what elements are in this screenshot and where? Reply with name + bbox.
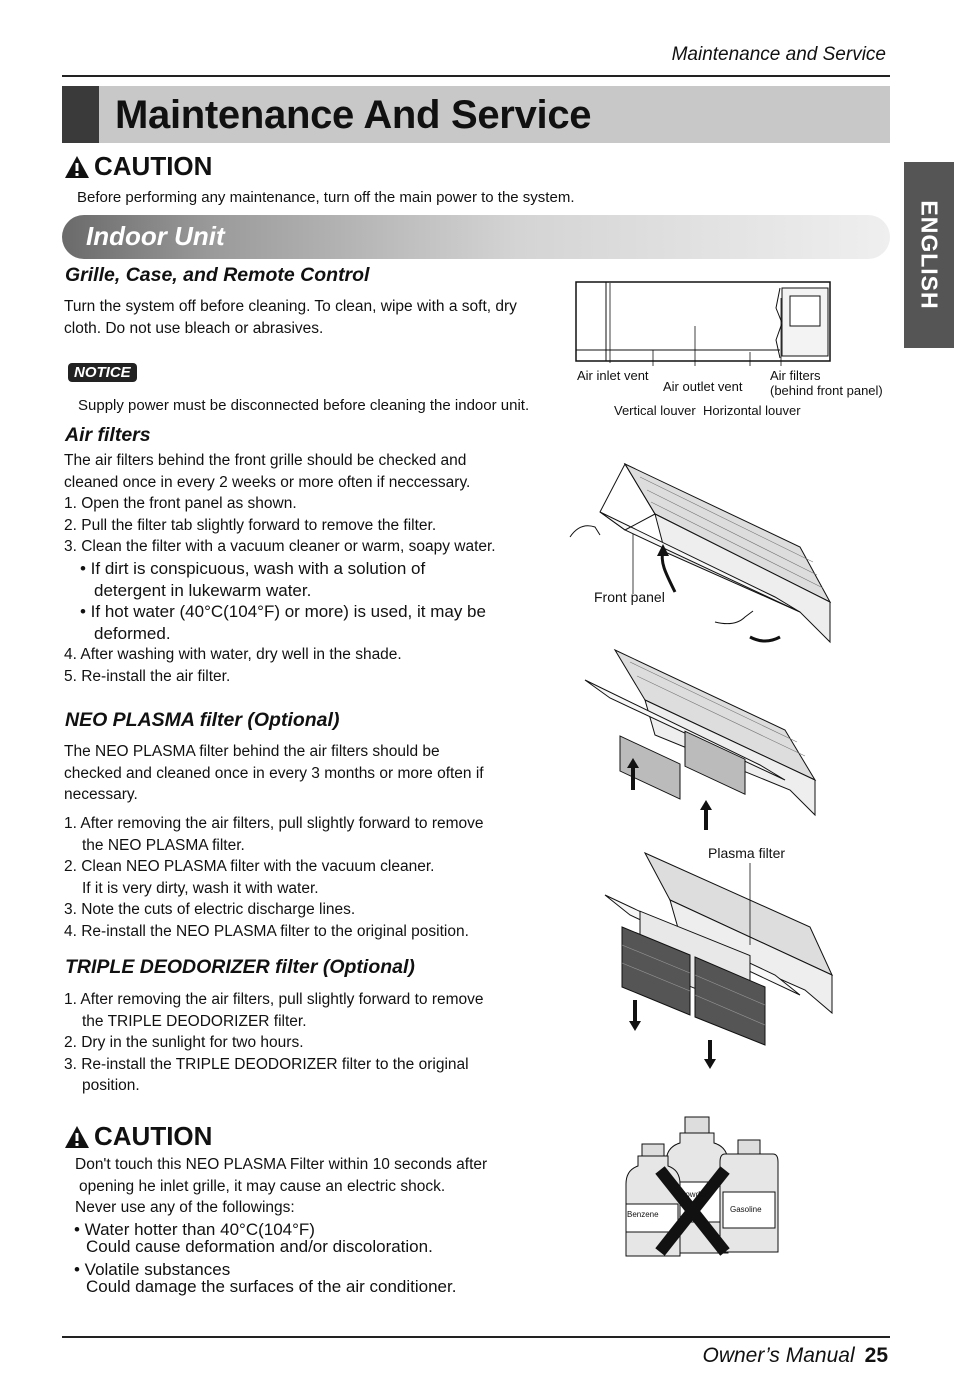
list-item: checked and cleaned once in every 3 months or more often if <box>64 764 484 782</box>
air-filters-list <box>64 450 496 558</box>
list-item: cleaned once in every 2 weeks or more often if neccessary. <box>64 473 471 491</box>
bottle-label-gasoline: Gasoline <box>730 1205 762 1214</box>
caution2-bullet-2 <box>74 1261 456 1295</box>
bottom-rule <box>62 1336 890 1338</box>
section-header <box>62 215 890 259</box>
list-item: • If hot water (40°C(104°F) or more) is used, it may be <box>80 602 486 621</box>
label-air-inlet: Air inlet vent <box>577 368 649 383</box>
bullet-head: • Volatile substances <box>74 1260 231 1279</box>
label-air-outlet: Air outlet vent <box>663 379 743 394</box>
list-item: 2. Pull the filter tab slightly forward to remove the filter. <box>64 516 437 534</box>
bottle-label-benzene: Benzene <box>627 1210 659 1219</box>
language-tab-label: ENGLISH <box>916 200 943 310</box>
air-filters-bullets <box>80 558 486 644</box>
front-panel-diagram <box>565 452 840 652</box>
grille-heading: Grille, Case, and Remote Control <box>65 264 370 286</box>
label-air-filters: Air filters <box>770 368 821 383</box>
page-title: Maintenance And Service <box>115 93 592 137</box>
air-filters-heading: Air filters <box>65 424 151 446</box>
list-item: the NEO PLASMA filter. <box>82 836 245 854</box>
caution-heading-text: CAUTION <box>94 151 213 181</box>
label-horizontal-louver: Horizontal louver <box>703 403 801 418</box>
list-item: 3. Clean the filter with a vacuum cleaner or warm, soapy water. <box>64 538 496 555</box>
running-head: Maintenance and Service <box>671 44 886 65</box>
warning-icon <box>64 155 90 179</box>
list-item: the TRIPLE DEODORIZER filter. <box>82 1012 307 1030</box>
caution2-bullet-1 <box>74 1221 433 1255</box>
label-air-filters-sub: (behind front panel) <box>770 383 883 398</box>
caution2-lines <box>75 1154 487 1219</box>
language-tab <box>904 162 954 348</box>
list-item: deformed. <box>94 623 171 643</box>
neo-plasma-steps <box>64 813 484 942</box>
list-item: opening he inlet grille, it may cause an electric shock. <box>79 1177 446 1195</box>
caution-heading-2 <box>64 1121 212 1152</box>
grille-line: Turn the system off before cleaning. To clean, wipe with a soft, dry <box>64 298 517 315</box>
title-accent-block <box>62 86 99 143</box>
list-item: 4. Re-install the NEO PLASMA filter to the original position. <box>64 922 469 940</box>
list-item: Never use any of the followings: <box>75 1199 295 1216</box>
warning-icon <box>64 1125 90 1149</box>
bullet-sub: Could cause deformation and/or discoloration. <box>86 1237 433 1256</box>
triple-steps <box>64 989 484 1097</box>
list-item: detergent in lukewarm water. <box>94 580 312 600</box>
list-item: position. <box>82 1077 140 1094</box>
list-item: The NEO PLASMA filter behind the air filters should be <box>64 743 440 760</box>
list-item: 1. After removing the air filters, pull slightly forward to remove <box>64 991 484 1008</box>
caution-heading-text: CAUTION <box>94 1121 213 1151</box>
top-rule <box>62 75 890 77</box>
list-item: 4. After washing with water, dry well in the shade. <box>64 646 402 663</box>
list-item: 1. After removing the air filters, pull slightly forward to remove <box>64 815 484 832</box>
caution-heading <box>64 151 212 182</box>
bullet-sub: Could damage the surfaces of the air conditioner. <box>86 1277 457 1296</box>
label-front-panel: Front panel <box>594 589 665 605</box>
notice-badge: NOTICE <box>68 363 137 382</box>
list-item: If it is very dirty, wash it with water. <box>82 879 319 897</box>
label-plasma-filter: Plasma filter <box>708 845 786 861</box>
footer <box>703 1344 889 1368</box>
bullet-head: • Water hotter than 40°C(104°F) <box>74 1220 315 1239</box>
plasma-removal-diagram <box>575 640 845 835</box>
list-item: 3. Re-install the TRIPLE DEODORIZER filter to the original <box>64 1055 469 1073</box>
page-number: 25 <box>864 1344 888 1367</box>
triple-heading: TRIPLE DEODORIZER filter (Optional) <box>65 956 415 978</box>
section-title: Indoor Unit <box>86 221 225 251</box>
caution-text: Before performing any maintenance, turn off the main power to the system. <box>77 189 575 206</box>
list-item: necessary. <box>64 786 138 803</box>
bottle-label-powder: Powder <box>680 1190 708 1199</box>
footer-manual: Owner’s Manual <box>702 1344 855 1367</box>
label-vertical-louver: Vertical louver <box>614 403 696 418</box>
list-item: 1. Open the front panel as shown. <box>64 495 297 512</box>
deodorizer-removal-diagram <box>600 845 840 1075</box>
solvent-bottles-illustration <box>620 1112 780 1262</box>
list-item: • If dirt is conspicuous, wash with a solution of <box>80 559 426 578</box>
notice-text: Supply power must be disconnected before cleaning the indoor unit. <box>78 397 530 414</box>
neo-plasma-heading: NEO PLASMA filter (Optional) <box>65 709 340 731</box>
list-item: 2. Clean NEO PLASMA filter with the vacuum cleaner. <box>64 858 435 875</box>
list-item: 2. Dry in the sunlight for two hours. <box>64 1034 304 1051</box>
grille-line: cloth. Do not use bleach or abrasives. <box>64 320 324 337</box>
list-item: 5. Re-install the air filter. <box>64 667 231 685</box>
neo-plasma-intro <box>64 741 484 806</box>
list-item: Don't touch this NEO PLASMA Filter within 10 seconds after <box>75 1156 488 1173</box>
air-filters-list-2 <box>64 644 402 687</box>
list-item: The air filters behind the front grille should be checked and <box>64 452 467 469</box>
grille-text <box>64 296 517 340</box>
list-item: 3. Note the cuts of electric discharge lines. <box>64 901 356 918</box>
indoor-unit-diagram <box>570 278 840 368</box>
